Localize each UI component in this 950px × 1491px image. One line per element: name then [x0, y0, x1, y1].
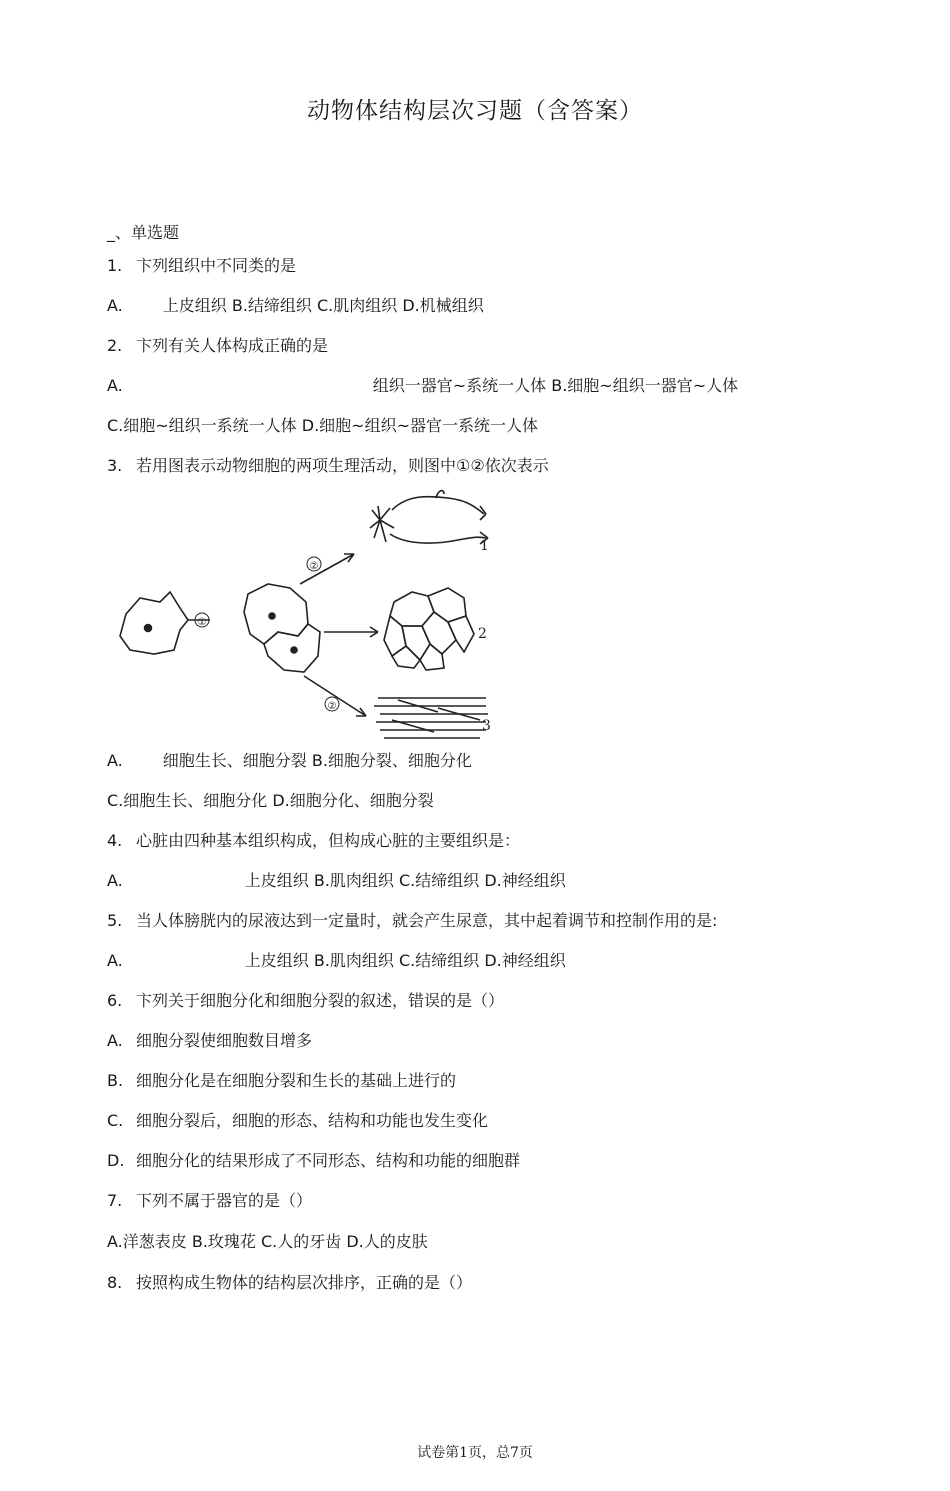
question-6-option-a: [107, 1031, 312, 1051]
question-6-option-d: [107, 1151, 520, 1171]
label-2: 2: [478, 626, 487, 642]
option-prefix: A.: [107, 951, 123, 970]
question-5: [107, 911, 717, 931]
epithelial-tissue: [384, 588, 474, 670]
arrow-up: [300, 554, 354, 584]
option-text: C.细胞~组织一系统一人体 D.细胞~组织~器官一系统一人体: [107, 416, 538, 435]
question-number: 4.: [107, 831, 123, 850]
option-text: 细胞分裂使细胞数目增多: [136, 1031, 313, 1050]
option-text: 组织一器官~系统一人体 B.细胞~组织一器官~人体: [372, 376, 739, 395]
question-6: [107, 991, 504, 1011]
question-2: [107, 336, 328, 356]
question-3-options: [107, 751, 472, 771]
option-text: A.洋葱表皮 B.玫瑰花 C.人的牙齿 D.人的皮肤: [107, 1232, 428, 1251]
question-stem: 卞列有关人体构成正确的是: [136, 336, 329, 355]
option-text: 细胞分化的结果形成了不同形态、结构和功能的细胞群: [136, 1151, 521, 1170]
question-stem: 卞列关于细胞分化和细胞分裂的叙述，错误的是（）: [136, 991, 505, 1010]
muscle-tissue: [374, 698, 488, 738]
option-prefix: B.: [107, 1071, 124, 1090]
question-stem: 心脏由四种基本组织构成，但构成心脏的主要组织是：: [136, 831, 521, 850]
question-7: [107, 1191, 312, 1211]
question-number: 6.: [107, 991, 123, 1010]
question-6-option-c: [107, 1111, 488, 1131]
question-number: 7.: [107, 1191, 123, 1210]
option-prefix: A.: [107, 1031, 123, 1050]
option-text: 上皮组织 B.肌肉组织 C.结缔组织 D.神经组织: [244, 871, 566, 890]
question-number: 5.: [107, 911, 123, 930]
question-stem: 当人体膀胱内的尿液达到一定量时，就会产生尿意，其中起着调节和控制作用的是:: [136, 911, 718, 930]
question-number: 3.: [107, 456, 123, 475]
option-text: 细胞分裂后，细胞的形态、结构和功能也发生变化: [136, 1111, 489, 1130]
question-number: 8.: [107, 1273, 123, 1292]
question-3-options-2: [107, 791, 434, 811]
question-2-options: [107, 376, 738, 396]
section-heading: _、单选题: [107, 223, 180, 242]
option-prefix: A.: [107, 871, 123, 890]
question-5-options: [107, 951, 566, 971]
question-4: [107, 831, 520, 851]
question-1-options: [107, 296, 484, 316]
question-stem: 下列不属于器官的是（）: [136, 1191, 313, 1210]
label-3: 3: [482, 718, 491, 734]
option-prefix: A.: [107, 296, 123, 315]
label-1: 1: [480, 538, 489, 554]
question-stem: 按照构成生物体的结构层次排序，正确的是（）: [136, 1273, 473, 1292]
question-1: [107, 256, 296, 276]
option-text: 上皮组织 B.结缔组织 C.肌肉组织 D.机械组织: [162, 296, 484, 315]
option-prefix: D.: [107, 1151, 125, 1170]
option-text: 细胞生长、细胞分裂 B.细胞分裂、细胞分化: [162, 751, 472, 770]
cell-activity-figure: [108, 484, 498, 752]
question-number: 2.: [107, 336, 123, 355]
question-2-options-2: [107, 416, 538, 436]
option-prefix: A.: [107, 376, 123, 395]
question-8: [107, 1273, 472, 1293]
page-footer: 试卷第1页，总7页: [417, 1445, 533, 1461]
question-number: 1.: [107, 256, 123, 275]
option-prefix: C.: [107, 1111, 124, 1130]
question-6-option-b: [107, 1071, 456, 1091]
question-7-options: [107, 1232, 428, 1252]
option-text: 上皮组织 B.肌肉组织 C.结缔组织 D.神经组织: [244, 951, 566, 970]
marker-2-top: ②: [309, 561, 319, 572]
page-title: 动物体结构层次习题（含答案）: [307, 98, 643, 124]
question-4-options: [107, 871, 566, 891]
question-stem: 若用图表示动物细胞的两项生理活动，则图中①②依次表示: [136, 456, 549, 475]
option-text: 细胞分化是在细胞分裂和生长的基础上进行的: [136, 1071, 457, 1090]
option-prefix: A.: [107, 751, 123, 770]
marker-2-bottom: ②: [327, 701, 337, 712]
option-text: C.细胞生长、细胞分化 D.细胞分化、细胞分裂: [107, 791, 434, 810]
cell-nucleus: [145, 625, 152, 632]
question-3: [107, 456, 549, 476]
question-stem: 卞列组织中不同类的是: [136, 256, 297, 275]
neuron-tissue: [370, 491, 488, 544]
marker-1: ①: [197, 617, 207, 628]
single-cell: [120, 592, 188, 654]
